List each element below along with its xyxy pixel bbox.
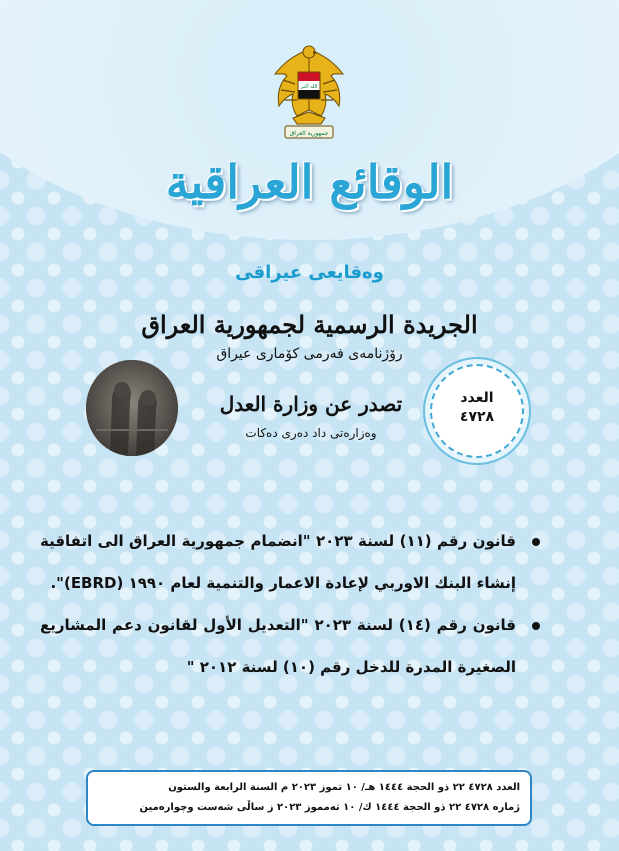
gazette-subtitle-kurdish: رۆژنامەی فەرمی كۆماری عیراق bbox=[216, 346, 403, 362]
emblem-shield bbox=[298, 72, 320, 99]
gazette-title: الوقائع العراقية bbox=[165, 155, 454, 209]
list-item bbox=[40, 520, 540, 604]
hammurabi-stele-photo bbox=[86, 360, 178, 456]
publisher-kurdish: وەزارەتی داد دەری دەكات bbox=[245, 426, 377, 440]
issue-footer bbox=[86, 770, 532, 826]
emblem-scroll-text: جمهورية العراق bbox=[289, 130, 329, 137]
law-title: قانون رقم (١٤) لسنة ٢٠٢٣ "التعديل الأول لقانون دعم المشاريع الصغيرة المدرة للدخل رقم (١٠) لسنة ٢٠١٢ " bbox=[40, 616, 516, 676]
gazette-subtitle-arabic: الجريدة الرسمية لجمهورية العراق bbox=[141, 310, 478, 339]
issue-number-seal bbox=[430, 364, 524, 458]
footer-arabic: العدد ٤٧٢٨ ٢٢ ذو الحجة ١٤٤٤ هـ/ ١٠ تموز ٢٠٢٣ م السنة الرابعة والستون bbox=[168, 782, 520, 793]
bullet-icon bbox=[532, 622, 540, 630]
law-title: قانون رقم (١١) لسنة ٢٠٢٣ "انضمام جمهورية العراق الى اتفاقية إنشاء البنك الاوربي لإعادة الاعمار والتنمية لعام ١٩٩٠ (EBRD)". bbox=[40, 532, 516, 592]
publisher-arabic: تصدر عن وزارة العدل bbox=[219, 392, 403, 416]
emblem-band-text: الله أكبر bbox=[300, 84, 318, 90]
gazette-title-kurdish: وەقایعی عیراقی bbox=[235, 262, 384, 283]
bullet-icon bbox=[532, 538, 540, 546]
iraq-eagle-emblem-icon bbox=[271, 40, 347, 144]
footer-kurdish: ژمارە ٤٧٢٨ ٢٢ ذو الحجة ١٤٤٤ ك/ ١٠ تەمموز ٢٠٢٣ ز ساڵی شەست وچوارەمین bbox=[139, 802, 520, 813]
table-of-contents bbox=[40, 520, 540, 688]
list-item bbox=[40, 604, 540, 688]
issue-number: ٤٧٢٨ bbox=[459, 409, 495, 425]
issue-label: العدد bbox=[460, 390, 494, 406]
